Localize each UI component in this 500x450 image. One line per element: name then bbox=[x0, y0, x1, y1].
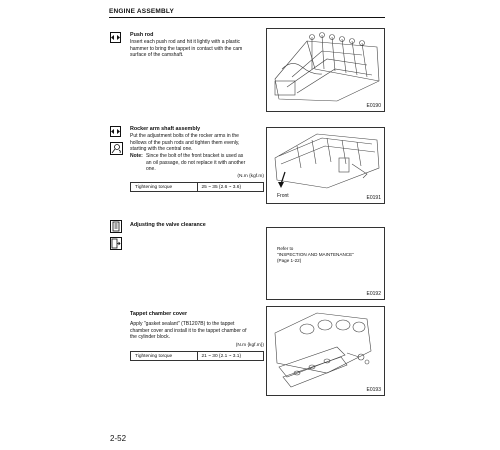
header-divider bbox=[109, 17, 385, 18]
rocker-figure bbox=[266, 127, 385, 204]
rocker-title: Rocker arm shaft assembly bbox=[130, 126, 201, 132]
tappet-line: Apply "gasket sealant" (TB1207B) to the tappet bbox=[130, 321, 235, 327]
torque-unit: (N.m {kgf.m}) bbox=[235, 343, 264, 348]
rocker-illustration bbox=[267, 128, 384, 203]
push-rod-line: Insert each push rod and hit it lightly with a plastic bbox=[130, 39, 241, 45]
valve-clearance-title: Adjusting the valve clearance bbox=[130, 222, 206, 228]
push-rod-line: surface of the camshaft. bbox=[130, 52, 184, 59]
adjustment-gauge-icon bbox=[110, 237, 122, 250]
rocker-line: hollows of the push rods and tighten them evenly, bbox=[130, 139, 240, 146]
note-label: Note: bbox=[130, 153, 143, 159]
figure-label: E0193 bbox=[366, 387, 381, 393]
figure-label: E0190 bbox=[366, 103, 381, 109]
valve-reference-box bbox=[266, 227, 385, 300]
rocker-body bbox=[130, 133, 264, 153]
refer-text bbox=[277, 246, 354, 264]
tappet-body bbox=[130, 321, 264, 341]
torque-unit: (N.m {kgf.m) bbox=[237, 174, 264, 179]
page-header-title: ENGINE ASSEMBLY bbox=[109, 8, 175, 15]
rocker-line: starting with the central one. bbox=[130, 146, 193, 153]
torque-label: Tightening torque bbox=[131, 183, 198, 192]
front-label: Front bbox=[277, 193, 289, 199]
figure-label: E0191 bbox=[366, 195, 381, 201]
refer-line: (Page 1-22) bbox=[277, 258, 302, 263]
tappet-illustration bbox=[267, 307, 384, 395]
rocker-line: Put the adjustment bolts of the rocker arms in the bbox=[130, 133, 239, 139]
torque-label: Tightening torque bbox=[131, 352, 198, 361]
push-rod-figure bbox=[266, 28, 385, 112]
tappet-torque-table bbox=[130, 351, 264, 361]
inspection-icon bbox=[110, 220, 122, 233]
rocker-torque-table bbox=[130, 182, 264, 192]
note-line: an oil passage, do not replace it with another bbox=[146, 159, 246, 166]
tappet-line: the cylinder block. bbox=[130, 334, 171, 341]
note-line: one. bbox=[146, 166, 156, 173]
push-rod-illustration bbox=[267, 29, 384, 111]
push-rod-line: hammer to bring the tappet in contact with the cam bbox=[130, 45, 243, 52]
adjust-arrows-icon bbox=[110, 126, 121, 137]
rocker-note bbox=[146, 153, 264, 173]
torque-value: 25 ~ 35 {2.6 ~ 3.6} bbox=[197, 183, 264, 192]
tappet-line: chamber cover and install it to the tappet chamber of bbox=[130, 327, 247, 334]
page-number: 2-52 bbox=[110, 434, 127, 443]
torque-value: 21 ~ 30 {2.1 ~ 3.1} bbox=[197, 352, 264, 361]
tappet-title: Tappet chamber cover bbox=[130, 311, 188, 317]
figure-label: E0192 bbox=[366, 291, 381, 297]
tappet-figure bbox=[266, 306, 385, 396]
push-rod-body bbox=[130, 39, 264, 59]
adjust-arrows-icon bbox=[110, 32, 121, 43]
torque-wrench-icon bbox=[110, 142, 123, 155]
push-rod-title: Push rod bbox=[130, 32, 154, 38]
refer-line: Refer to bbox=[277, 246, 294, 251]
note-line: Since the bolt of the front bracket is used as bbox=[146, 153, 244, 159]
refer-line: "INSPECTION AND MAINTENANCE" bbox=[277, 252, 354, 257]
